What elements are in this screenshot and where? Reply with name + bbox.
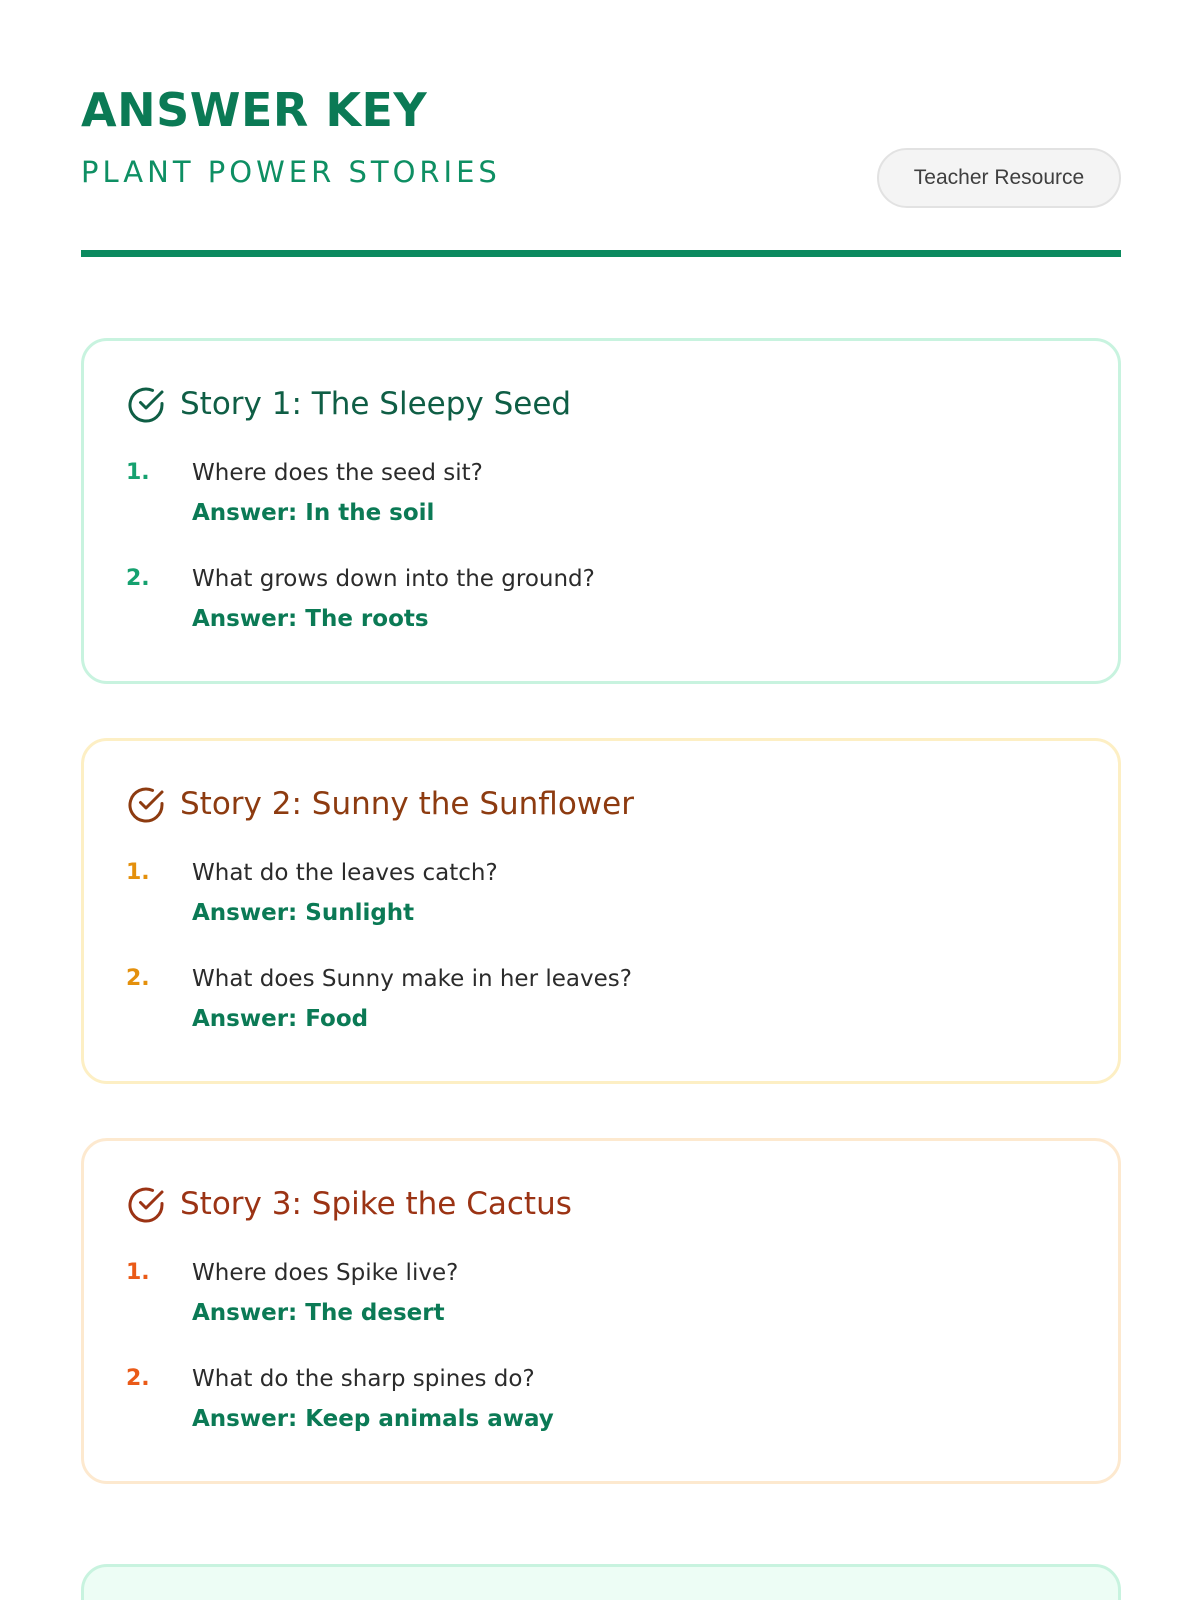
check-circle-icon <box>126 785 166 825</box>
question-item <box>126 963 1066 1043</box>
question-number: 1. <box>126 1260 150 1285</box>
answer-text: Answer: The desert <box>192 1300 445 1326</box>
answer-text: Answer: Keep animals away <box>192 1406 554 1432</box>
page-title: ANSWER KEY <box>81 83 428 137</box>
header-divider <box>81 250 1121 257</box>
question-item <box>126 1257 1066 1337</box>
question-item <box>126 1363 1066 1443</box>
check-circle-icon <box>126 1185 166 1225</box>
question-number: 1. <box>126 860 150 885</box>
question-number: 2. <box>126 1366 150 1391</box>
answer-text: Answer: Sunlight <box>192 900 415 926</box>
question-item <box>126 857 1066 937</box>
question-text: What do the sharp spines do? <box>192 1366 535 1392</box>
question-number: 2. <box>126 966 150 991</box>
story-card-2 <box>81 738 1121 1084</box>
question-number: 2. <box>126 566 150 591</box>
story-title: Story 1: The Sleepy Seed <box>180 386 572 422</box>
question-text: What does Sunny make in her leaves? <box>192 966 632 992</box>
question-text: Where does Spike live? <box>192 1260 459 1286</box>
answer-text: Answer: The roots <box>192 606 429 632</box>
answer-text: Answer: In the soil <box>192 500 435 526</box>
question-text: Where does the seed sit? <box>192 460 483 486</box>
answer-text: Answer: Food <box>192 1006 369 1032</box>
next-card <box>81 1564 1121 1600</box>
question-item <box>126 457 1066 537</box>
page-header <box>81 0 1121 258</box>
teacher-resource-badge: Teacher Resource <box>877 148 1121 208</box>
story-title: Story 3: Spike the Cactus <box>180 1186 572 1222</box>
question-text: What grows down into the ground? <box>192 566 595 592</box>
check-circle-icon <box>126 385 166 425</box>
story-card-3 <box>81 1138 1121 1484</box>
question-item <box>126 563 1066 643</box>
page-subtitle: PLANT POWER STORIES <box>81 155 501 189</box>
story-card-1 <box>81 338 1121 684</box>
question-text: What do the leaves catch? <box>192 860 498 886</box>
question-number: 1. <box>126 460 150 485</box>
story-title: Story 2: Sunny the Sunflower <box>180 786 634 822</box>
